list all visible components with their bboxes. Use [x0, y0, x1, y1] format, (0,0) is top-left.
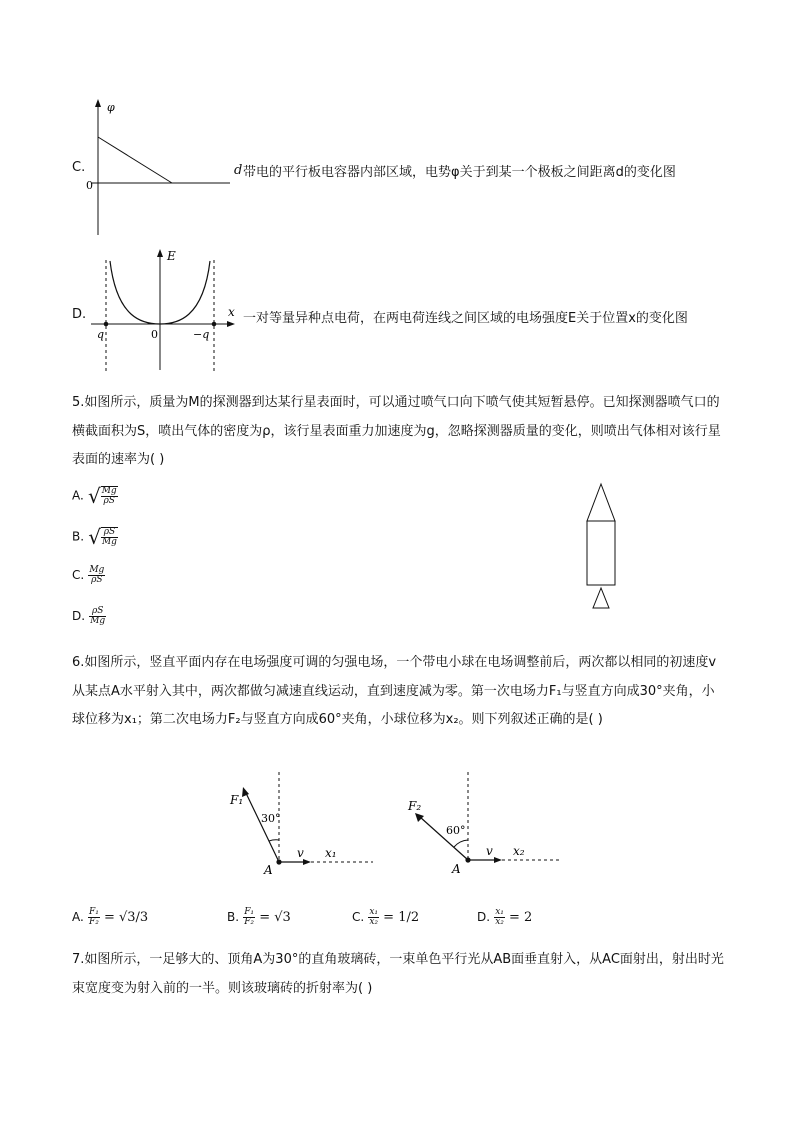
force-label: F₁ [230, 793, 244, 807]
option-letter: C. [352, 910, 365, 924]
fraction [243, 908, 255, 927]
angle-label: 30° [261, 812, 281, 825]
sqrt-sign: √ [88, 525, 101, 549]
q6-options [72, 908, 732, 938]
origin-label: 0 [151, 328, 158, 341]
option-letter: B. [72, 529, 85, 544]
y-label: φ [107, 101, 115, 114]
point-label: A [452, 862, 461, 876]
option-letter: B. [227, 910, 240, 924]
option-rhs: = 2 [509, 910, 533, 925]
denominator: F₂ [244, 917, 255, 927]
q6-option[interactable] [352, 908, 419, 927]
force-label: F₂ [408, 799, 422, 813]
right-charge-dot [212, 322, 217, 327]
x-label: x [228, 305, 235, 319]
x-label-d: d [234, 163, 243, 178]
q5-option[interactable] [72, 566, 105, 585]
displacement-label: x₂ [513, 844, 525, 858]
force-arrow [245, 791, 279, 862]
angle-arc [269, 840, 279, 841]
option-letter: C. [72, 568, 85, 582]
denominator: x₂ [495, 917, 504, 927]
angle-arc [454, 840, 468, 847]
probe-nose [587, 484, 615, 521]
option-rhs: = 1/2 [383, 910, 420, 925]
velocity-arrowhead [494, 857, 502, 863]
denominator: F₂ [88, 917, 99, 927]
option-letter: A. [72, 488, 84, 503]
option-c-letter: C. [72, 160, 86, 175]
option-d-text: 一对等量异种点电荷，在两电荷连线之间区域的电场强度E关于位置x的变化图 [243, 311, 688, 326]
q6-stem: 6.如图所示，竖直平面内存在电场强度可调的匀强电场，一个带电小球在电场调整前后，两次都以相同的初速度v从某点A水平射入其中，两次都做匀减速直线运动，直到速度减为零。第一次电场力F₁与竖直方向成30°夹角，小球位移为x₁；第二次电场力F₂与竖直方向成60°夹角，小球位移为x₂。则下列叙述正确的是( ) [72, 655, 717, 727]
denominator: x₂ [369, 917, 379, 927]
sqrt-sign: √ [87, 484, 101, 508]
displacement-label: x₁ [325, 846, 337, 860]
numerator: F₁ [244, 907, 255, 917]
q6-option[interactable] [227, 908, 291, 927]
fraction [88, 908, 100, 927]
angle-label: 60° [446, 824, 466, 837]
numerator: F₁ [88, 907, 99, 917]
option-c-text: 带电的平行板电容器内部区域，电势φ关于到某一个极板之间距离d的变化图 [243, 165, 676, 180]
field-graph [85, 244, 245, 374]
option-rhs: = √3 [259, 910, 291, 925]
q5-option[interactable] [72, 525, 118, 549]
velocity-label: v [486, 844, 493, 858]
fraction [101, 486, 118, 506]
probe-figure [582, 480, 622, 612]
denominator: ρS [91, 575, 103, 585]
q5-stem: 5.如图所示，质量为M的探测器到达某行星表面时，可以通过喷气口向下喷气使其短暂悬停。已知探测器喷气口的横截面积为S，喷出气体的密度为ρ，该行星表面重力加速度为g，忽略探测器质量的变化，则喷出气体相对该行星表面的速率为( ) [72, 395, 721, 467]
fraction [494, 908, 505, 927]
q6-option[interactable] [72, 908, 148, 927]
option-letter: D. [72, 609, 86, 623]
velocity-label: v [297, 846, 304, 860]
origin-label: 0 [86, 179, 93, 192]
q6-option[interactable] [477, 908, 532, 927]
numerator: x₁ [369, 907, 379, 917]
option-letter: D. [477, 910, 491, 924]
numerator: ρS [89, 607, 106, 617]
probe-body [587, 521, 615, 585]
numerator: ρS [101, 528, 118, 538]
point-label: A [264, 863, 273, 877]
denominator: Mg [101, 537, 117, 547]
q7-stem: 7.如图所示，一足够大的、顶角A为30°的直角玻璃砖，一束单色平行光从AB面垂直射入，从AC面射出，射出时光束宽度变为射入前的一半。则该玻璃砖的折射率为( ) [72, 952, 724, 996]
x-axis-arrow [227, 321, 235, 327]
numerator: Mg [89, 565, 105, 575]
left-charge-label: q [97, 328, 105, 341]
q5-option[interactable] [72, 484, 118, 508]
y-axis-arrow [95, 99, 101, 107]
y-axis-arrow [157, 249, 163, 257]
fraction [368, 908, 379, 927]
left-charge-dot [104, 322, 109, 327]
q6-figure-1 [225, 770, 380, 880]
denominator: Mg [90, 616, 106, 626]
q5-option[interactable] [72, 607, 106, 626]
denominator: ρS [103, 496, 115, 506]
option-rhs: = √3/3 [103, 910, 149, 925]
option-d-letter: D. [72, 307, 87, 322]
point-a [276, 859, 281, 864]
fraction [88, 566, 105, 585]
numerator: x₁ [495, 907, 504, 917]
velocity-arrowhead [303, 859, 311, 865]
q6-figure-2 [400, 770, 565, 880]
potential-graph [80, 95, 243, 240]
point-a [465, 857, 470, 862]
option-letter: A. [72, 910, 84, 924]
probe-nozzle [593, 588, 609, 608]
fraction [101, 527, 118, 547]
fraction [89, 607, 106, 626]
potential-line [98, 137, 172, 183]
right-charge-label: −q [193, 328, 210, 341]
numerator: Mg [101, 486, 117, 496]
y-label: E [167, 249, 176, 263]
force-arrowhead [415, 813, 424, 822]
